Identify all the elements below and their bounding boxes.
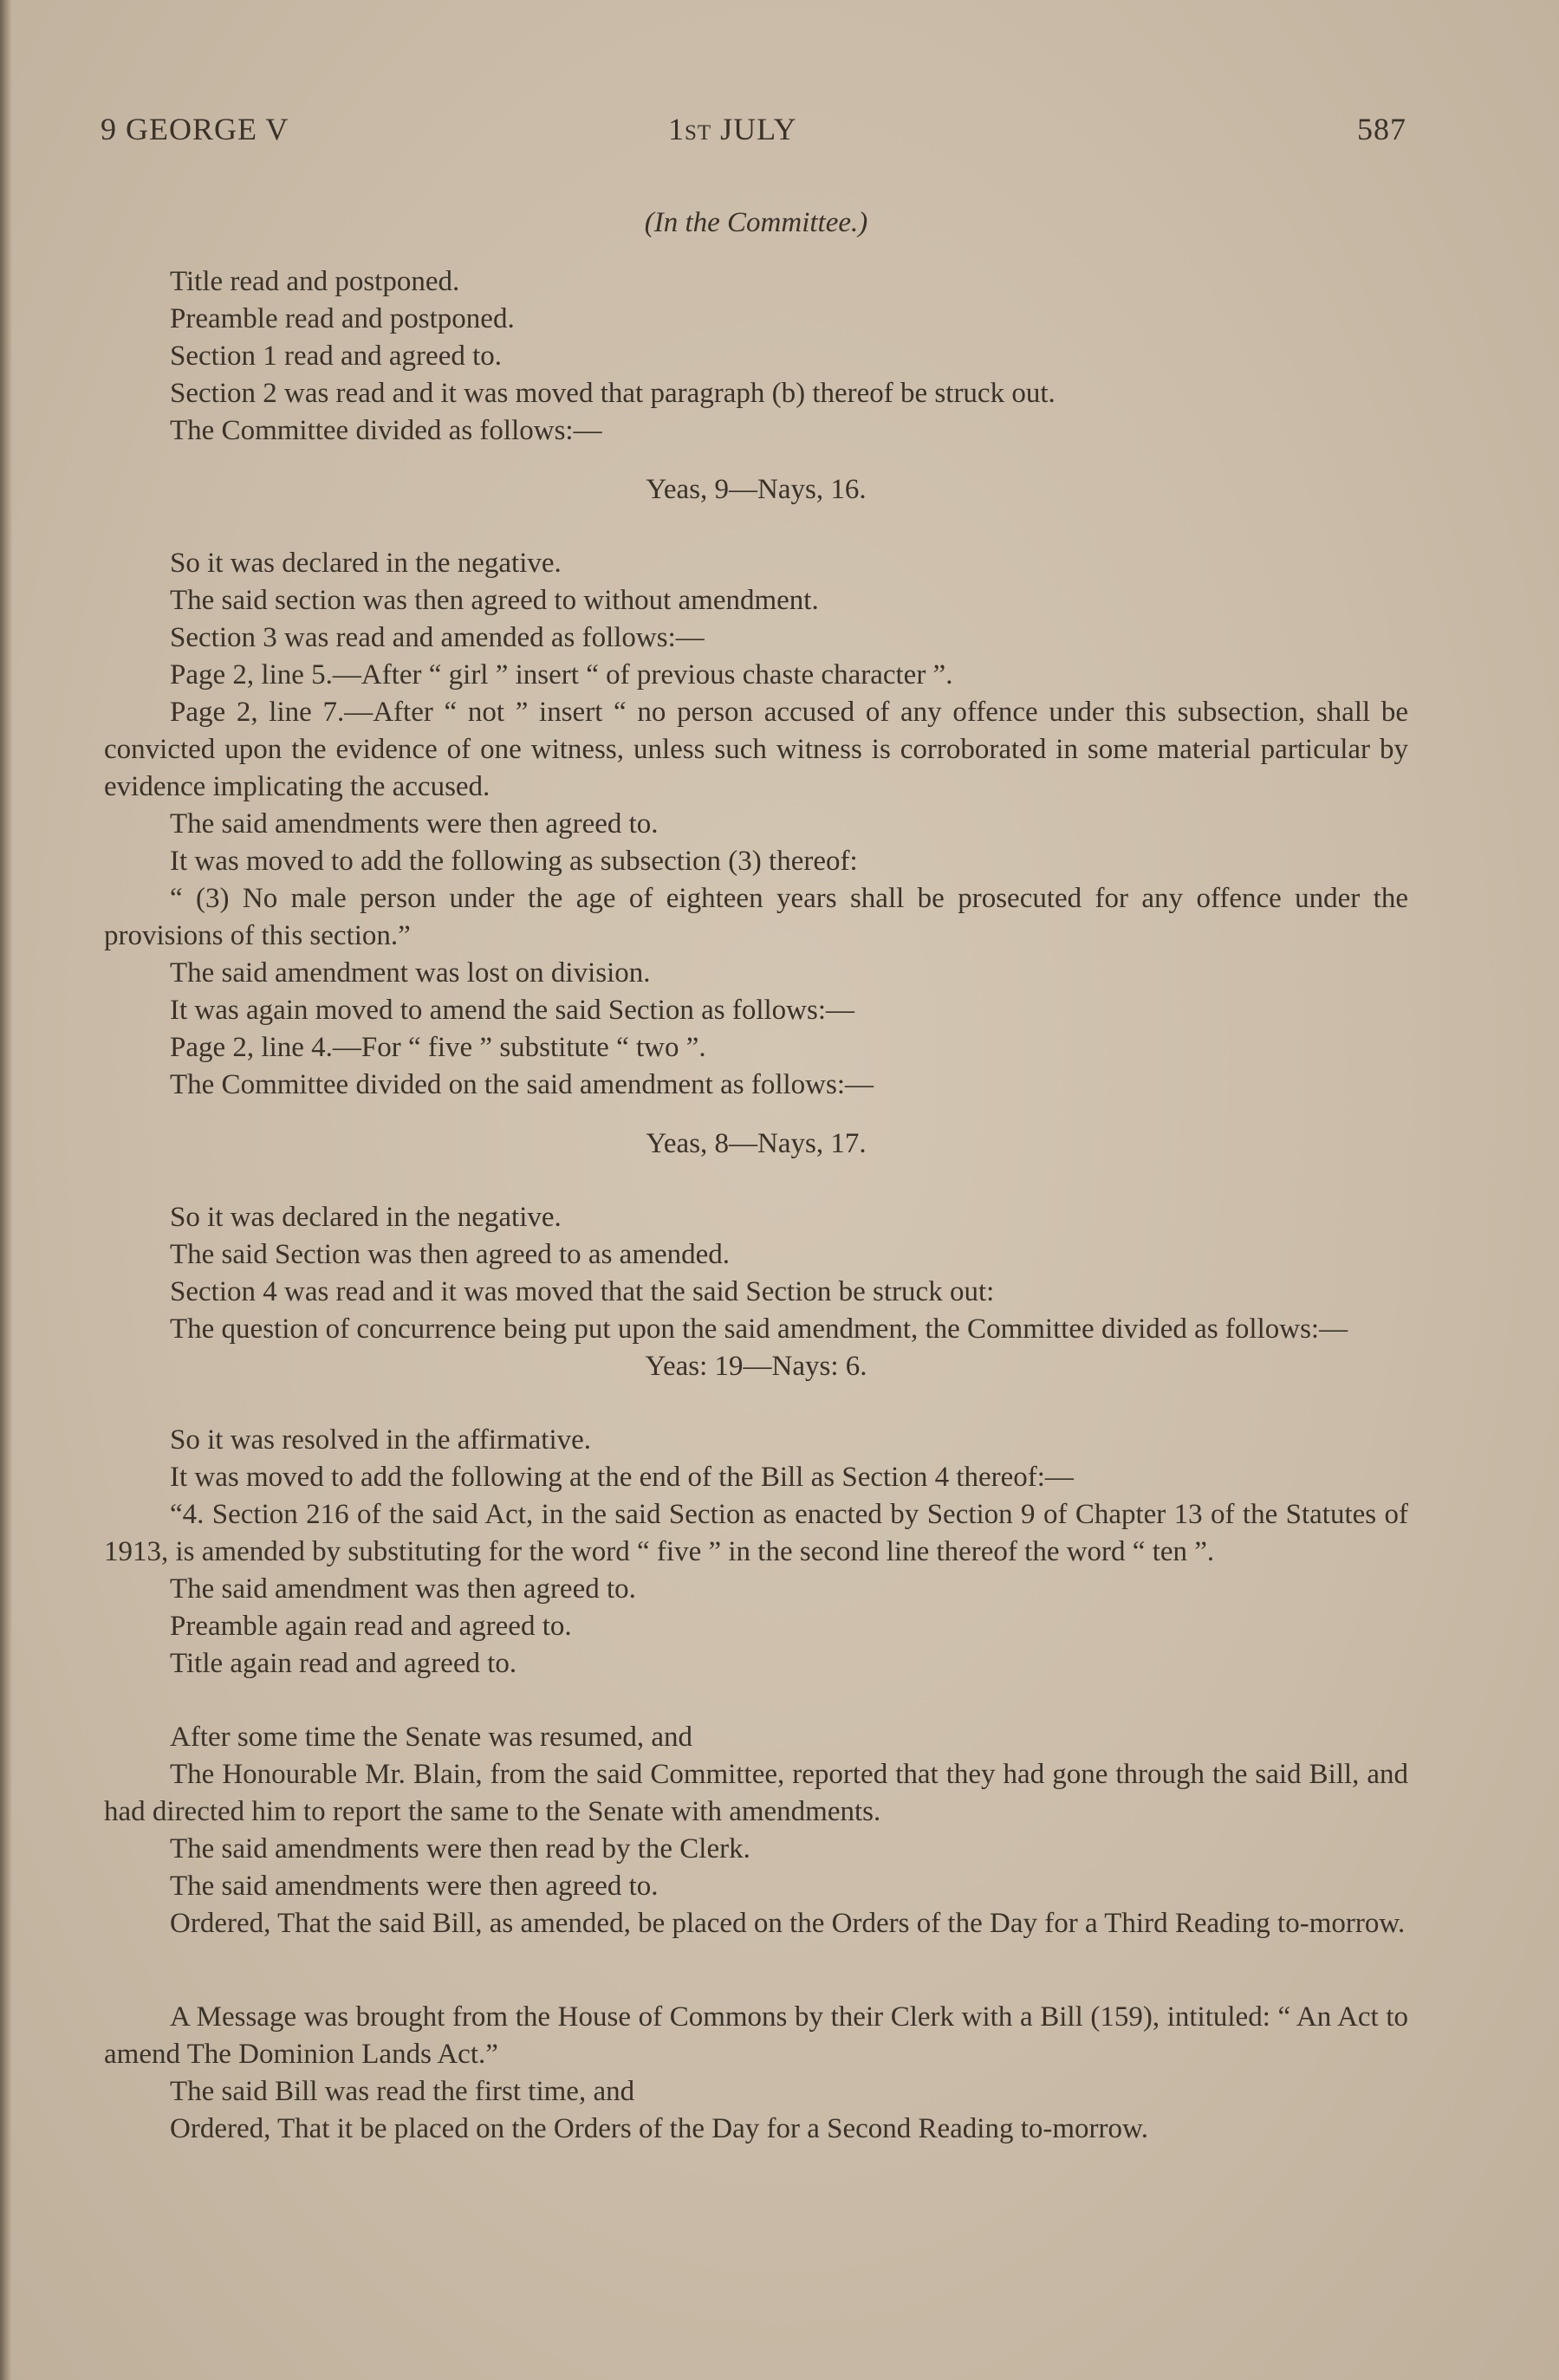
paragraph: It was moved to add the following as subsection (3) thereof: bbox=[170, 846, 858, 877]
running-header bbox=[101, 111, 1406, 154]
paragraph: Title again read and agreed to. bbox=[170, 1648, 517, 1679]
paragraph: The said amendment was lost on division. bbox=[170, 957, 651, 989]
book-spine-edge bbox=[0, 0, 12, 2380]
paragraph: The Honourable Mr. Blain, from the said Committee, reported that they had gone through the said Bill, and had directed him to report the same to the Senate with amendments. bbox=[104, 1759, 1408, 1827]
paragraph: It was again moved to amend the said Section as follows:— bbox=[170, 995, 855, 1026]
paragraph: The said Bill was read the first time, and bbox=[170, 2076, 635, 2107]
header-reign: 9 GEORGE V bbox=[101, 112, 289, 146]
division-result: Yeas: 19—Nays: 6. bbox=[645, 1351, 867, 1382]
paragraph: A Message was brought from the House of Commons by their Clerk with a Bill (159), intituled: “ An Act to amend The Dominion Lands Act.” bbox=[104, 2001, 1408, 2070]
paragraph: So it was declared in the negative. bbox=[170, 548, 562, 579]
paragraph: After some time the Senate was resumed, and bbox=[170, 1722, 692, 1753]
header-date: 1st JULY bbox=[668, 112, 797, 146]
division-result: Yeas, 9—Nays, 16. bbox=[646, 474, 867, 505]
paragraph: The Committee divided as follows:— bbox=[170, 415, 602, 446]
paragraph: The said Section was then agreed to as amended. bbox=[170, 1239, 731, 1270]
journal-body bbox=[104, 204, 1408, 2148]
paragraph: Title read and postponed. bbox=[170, 266, 460, 297]
page-number: 587 bbox=[1357, 112, 1406, 146]
paragraph: Section 3 was read and amended as follows:— bbox=[170, 622, 705, 653]
paragraph: Page 2, line 7.—After “ not ” insert “ no person accused of any offence under this subsection, shall be convicted upon the evidence of one witness, unless such witness is corroborated in some material particular by evidence implicating the accused. bbox=[104, 697, 1408, 802]
paragraph: The question of concurrence being put upon the said amendment, the Committee divided as follows:— bbox=[170, 1313, 1348, 1345]
paragraph: So it was resolved in the affirmative. bbox=[170, 1424, 592, 1456]
paragraph: “4. Section 216 of the said Act, in the said Section as enacted by Section 9 of Chapter 13 of the Statutes of 1913, is amended by substituting for the word “ five ” in the second line thereof the word “ ten ”. bbox=[104, 1499, 1408, 1567]
paragraph: Ordered, That the said Bill, as amended, be placed on the Orders of the Day for a Third Reading to-morrow. bbox=[170, 1908, 1406, 1939]
paragraph: The said amendments were then read by the Clerk. bbox=[170, 1833, 750, 1864]
paragraph: Page 2, line 5.—After “ girl ” insert “ of previous chaste character ”. bbox=[170, 659, 953, 691]
section-heading: (In the Committee.) bbox=[644, 207, 868, 238]
division-result: Yeas, 8—Nays, 17. bbox=[646, 1128, 867, 1159]
paragraph: So it was declared in the negative. bbox=[170, 1202, 562, 1233]
paragraph: Section 2 was read and it was moved that paragraph (b) thereof be struck out. bbox=[170, 378, 1056, 409]
paragraph: Section 4 was read and it was moved that the said Section be struck out: bbox=[170, 1276, 995, 1307]
paragraph: The said amendment was then agreed to. bbox=[170, 1573, 636, 1605]
paragraph: The said section was then agreed to without amendment. bbox=[170, 585, 819, 616]
paragraph: Preamble again read and agreed to. bbox=[170, 1611, 572, 1642]
paragraph: Preamble read and postponed. bbox=[170, 303, 515, 334]
paragraph: The said amendments were then agreed to. bbox=[170, 1871, 659, 1902]
paragraph: Section 1 read and agreed to. bbox=[170, 340, 503, 372]
paragraph: Ordered, That it be placed on the Orders of the Day for a Second Reading to-morrow. bbox=[170, 2113, 1148, 2144]
paragraph: It was moved to add the following at the end of the Bill as Section 4 thereof:— bbox=[170, 1462, 1074, 1493]
paragraph: The Committee divided on the said amendment as follows:— bbox=[170, 1069, 874, 1100]
paragraph: “ (3) No male person under the age of eighteen years shall be prosecuted for any offence under the provisions of this section.” bbox=[104, 883, 1408, 951]
paragraph: Page 2, line 4.—For “ five ” substitute “ two ”. bbox=[170, 1032, 706, 1063]
paragraph: The said amendments were then agreed to. bbox=[170, 808, 659, 840]
